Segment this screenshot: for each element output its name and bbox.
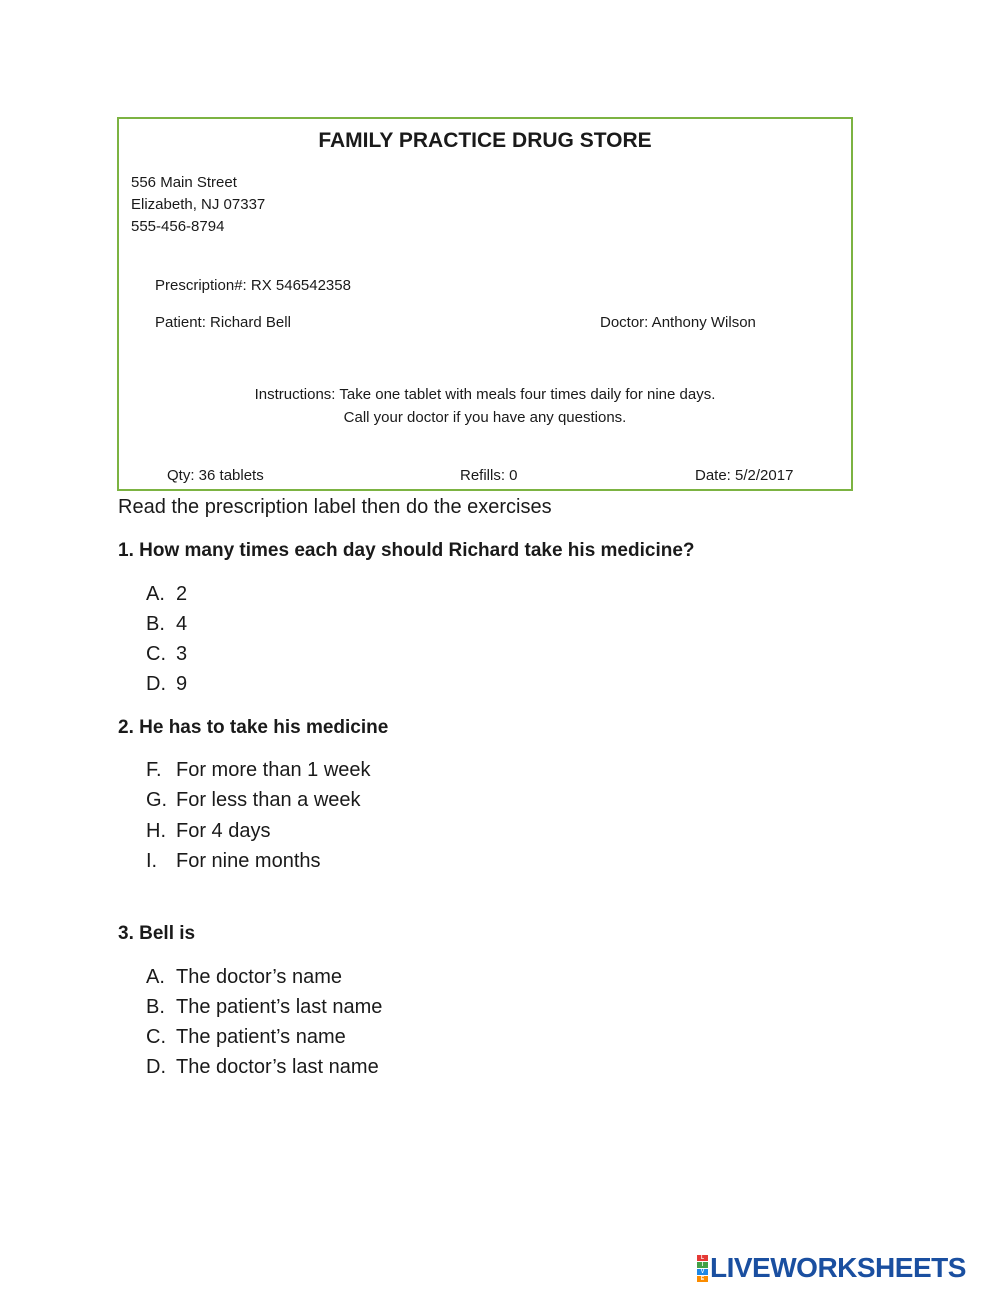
prescription-number: Prescription#: RX 546542358 bbox=[155, 277, 351, 294]
option-q1-b[interactable] bbox=[146, 613, 187, 636]
liveworksheets-icon bbox=[697, 1255, 708, 1282]
store-address-city: Elizabeth, NJ 07337 bbox=[131, 196, 266, 213]
brand-text: LIVEWORKSHEETS bbox=[710, 1252, 966, 1283]
patient-name: Patient: Richard Bell bbox=[155, 314, 291, 331]
brand-icon-block: E bbox=[697, 1276, 708, 1282]
option-letter: C. bbox=[146, 643, 166, 665]
option-letter: B. bbox=[146, 613, 165, 635]
option-letter: G. bbox=[146, 789, 168, 811]
option-q1-a[interactable] bbox=[146, 583, 187, 606]
question-3: 3. Bell is bbox=[118, 923, 196, 944]
option-text: 9 bbox=[176, 673, 188, 695]
question-1: 1. How many times each day should Richard take his medicine? bbox=[118, 540, 695, 561]
store-phone: 555-456-8794 bbox=[131, 218, 225, 235]
option-letter: D. bbox=[146, 1056, 166, 1078]
doctor-name: Doctor: Anthony Wilson bbox=[600, 314, 756, 331]
brand-icon-block: I bbox=[697, 1262, 708, 1268]
instructions-line-2: Call your doctor if you have any questions. bbox=[343, 409, 627, 426]
option-text: For more than 1 week bbox=[176, 759, 371, 781]
instructions-line-1: Instructions: Take one tablet with meals four times daily for nine days. bbox=[254, 386, 716, 403]
option-text: The patient’s name bbox=[176, 1026, 346, 1048]
liveworksheets-logo bbox=[697, 1253, 966, 1283]
option-text: 4 bbox=[176, 613, 188, 635]
option-letter: C. bbox=[146, 1026, 166, 1048]
option-text: The patient’s last name bbox=[176, 996, 383, 1018]
option-letter: A. bbox=[146, 966, 165, 988]
option-q3-c[interactable] bbox=[146, 1026, 346, 1049]
option-q1-c[interactable] bbox=[146, 643, 187, 666]
option-text: The doctor’s last name bbox=[176, 1056, 379, 1078]
option-q2-i[interactable] bbox=[146, 850, 321, 873]
store-name: FAMILY PRACTICE DRUG STORE bbox=[318, 129, 652, 152]
option-letter: H. bbox=[146, 820, 166, 842]
option-q1-d[interactable] bbox=[146, 673, 187, 696]
option-text: 2 bbox=[176, 583, 188, 605]
option-letter: B. bbox=[146, 996, 165, 1018]
brand-icon-block: L bbox=[697, 1255, 708, 1261]
option-q2-f[interactable] bbox=[146, 759, 371, 782]
option-text: For 4 days bbox=[176, 820, 271, 842]
option-text: The doctor’s name bbox=[176, 966, 343, 988]
option-text: For less than a week bbox=[176, 789, 361, 811]
option-text: 3 bbox=[176, 643, 188, 665]
refills: Refills: 0 bbox=[460, 467, 518, 484]
option-q3-b[interactable] bbox=[146, 996, 382, 1019]
instructions-text: Read the prescription label then do the exercises bbox=[118, 496, 552, 518]
option-letter: D. bbox=[146, 673, 166, 695]
brand-icon-block: V bbox=[697, 1269, 708, 1275]
option-letter: I. bbox=[146, 850, 158, 872]
date: Date: 5/2/2017 bbox=[695, 467, 794, 484]
prescription-label bbox=[117, 117, 853, 491]
question-2: 2. He has to take his medicine bbox=[118, 717, 389, 738]
quantity: Qty: 36 tablets bbox=[167, 467, 264, 484]
option-q2-g[interactable] bbox=[146, 789, 361, 812]
option-q2-h[interactable] bbox=[146, 820, 270, 843]
option-text: For nine months bbox=[176, 850, 321, 872]
option-q3-a[interactable] bbox=[146, 966, 342, 989]
option-q3-d[interactable] bbox=[146, 1056, 379, 1079]
store-address-street: 556 Main Street bbox=[131, 174, 237, 191]
option-letter: F. bbox=[146, 759, 162, 781]
option-letter: A. bbox=[146, 583, 165, 605]
